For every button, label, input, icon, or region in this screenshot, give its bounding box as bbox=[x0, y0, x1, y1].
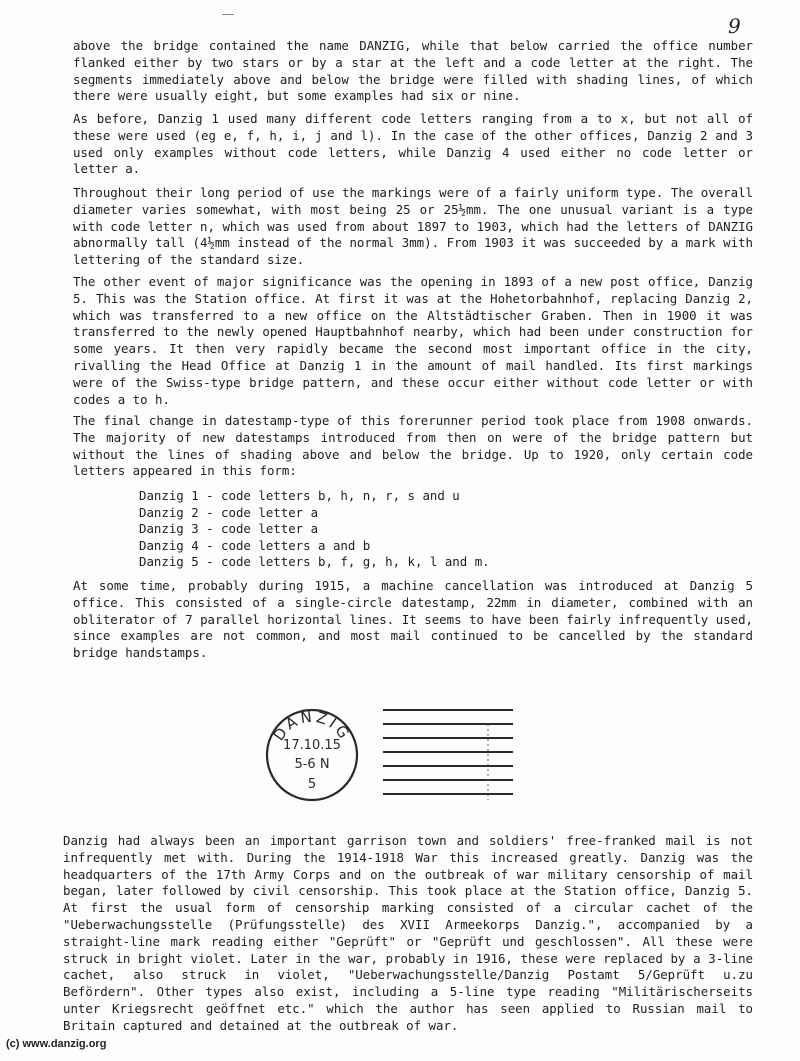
postmark-time: 5-6 N bbox=[294, 757, 330, 772]
paragraph-bridge-description: above the bridge contained the name DANZIG, while that below carried the office number flanked either by two stars or by a star at the left and a code letter at the right. The segments immediately above and below the bridge were filled with shading lines, of which there were usually eight, but some examples had six or nine. bbox=[73, 38, 753, 104]
code-letter-list bbox=[139, 488, 559, 571]
paragraph-censorship: Danzig had always been an important garrison town and soldiers' free-franked mail is not infrequently met with. During the 1914-1918 War this increased greatly. Danzig was the headquarters of the 17th Army Corps and on the outbreak of war military censorship of mail began, later followed by civil censorship. This took place at the Station office, Danzig 5. At first the usual form of censorship marking consisted of a circular cachet of the "Ueberwachungsstelle (Prüfungsstelle) des XVII Armeekorps Danzig.", accompanied by a straight-line mark reading either "Geprüft" or "Geprüft und geschlossen". All these were struck in bright violet. Later in the war, probably in 1916, these were replaced by a 3-line cachet, also struck in violet, "Ueberwachungsstelle/Danzig Postamt 5/Geprüft u.zu Befördern". Other types also exist, including a 5-line type reading "Militärischerseits unter Kriegsrecht geöffnet etc." which the author has seen applied to Russian mail to Britain captured and detained at the outbreak of war. bbox=[63, 833, 753, 1033]
paragraph-station-office: The other event of major significance was the opening in 1893 of a new post office, Danzig 5. This was the Station office. At first it was at the Hohetorbahnhof, replacing Danzig 2, which was transferred to a new office on the Altstädtischer Graben. Then in 1900 it was transferred to the newly opened Hauptbahnhof nearby, which had been under construction for some years. It then very rapidly became the second most important office in the city, rivalling the Head Office at Danzig 1 in the amount of mail handled. Its first markings were of the Swiss-type bridge pattern, and these occur either without code letter or with codes a to h. bbox=[73, 274, 753, 407]
list-item: Danzig 5 - code letters b, f, g, h, k, l and m. bbox=[139, 554, 490, 570]
postmark-office-number: 5 bbox=[307, 777, 317, 792]
paragraph-code-letters: As before, Danzig 1 used many different code letters ranging from a to x, but not all of these were used (eg e, f, h, i, j and l). In the case of the other offices, Danzig 2 and 3 used only examples without code letters, while Danzig 4 used either no code letter or letter a. bbox=[73, 111, 753, 177]
paragraph-uniform-type: Throughout their long period of use the markings were of a fairly uniform type. The overall diameter varies somewhat, with most being 25 or 25½mm. The one unusual variant is a type with code letter n, which was used from about 1897 to 1903, which had the letters of DANZIG abnormally tall (4½mm instead of the normal 3mm). From 1903 it was succeeded by a mark with lettering of the standard size. bbox=[73, 185, 753, 268]
postmark-town: DANZIG bbox=[269, 707, 355, 745]
page-number: 9 bbox=[728, 14, 741, 38]
copyright-watermark: (c) www.danzig.org bbox=[6, 1038, 107, 1050]
obliterator-lines bbox=[383, 710, 513, 794]
list-item: Danzig 2 - code letter a bbox=[139, 504, 319, 520]
page-tick-mark bbox=[222, 14, 234, 15]
list-item: Danzig 1 - code letters b, h, n, r, s and u bbox=[139, 488, 460, 503]
postmark-date: 17.10.15 bbox=[283, 738, 341, 753]
paragraph-machine-cancellation: At some time, probably during 1915, a machine cancellation was introduced at Danzig 5 office. This consisted of a single-circle datestamp, 22mm in diameter, combined with an obliterator of 7 parallel horizontal lines. It seems to have been fairly infrequently used, since examples are not common, and most mail continued to be cancelled by the standard bridge handstamps. bbox=[73, 578, 753, 661]
list-item: Danzig 3 - code letter a bbox=[139, 521, 319, 537]
machine-cancellation-illustration bbox=[255, 700, 525, 810]
list-item: Danzig 4 - code letters a and b bbox=[139, 537, 371, 553]
postmark-figure bbox=[255, 700, 525, 810]
paragraph-final-change: The final change in datestamp-type of this forerunner period took place from 1908 onwards. The majority of new datestamps introduced from then on were of the bridge pattern but without the lines of shading above and below the bridge. Up to 1920, only certain code letters appeared in this form: bbox=[73, 413, 753, 479]
